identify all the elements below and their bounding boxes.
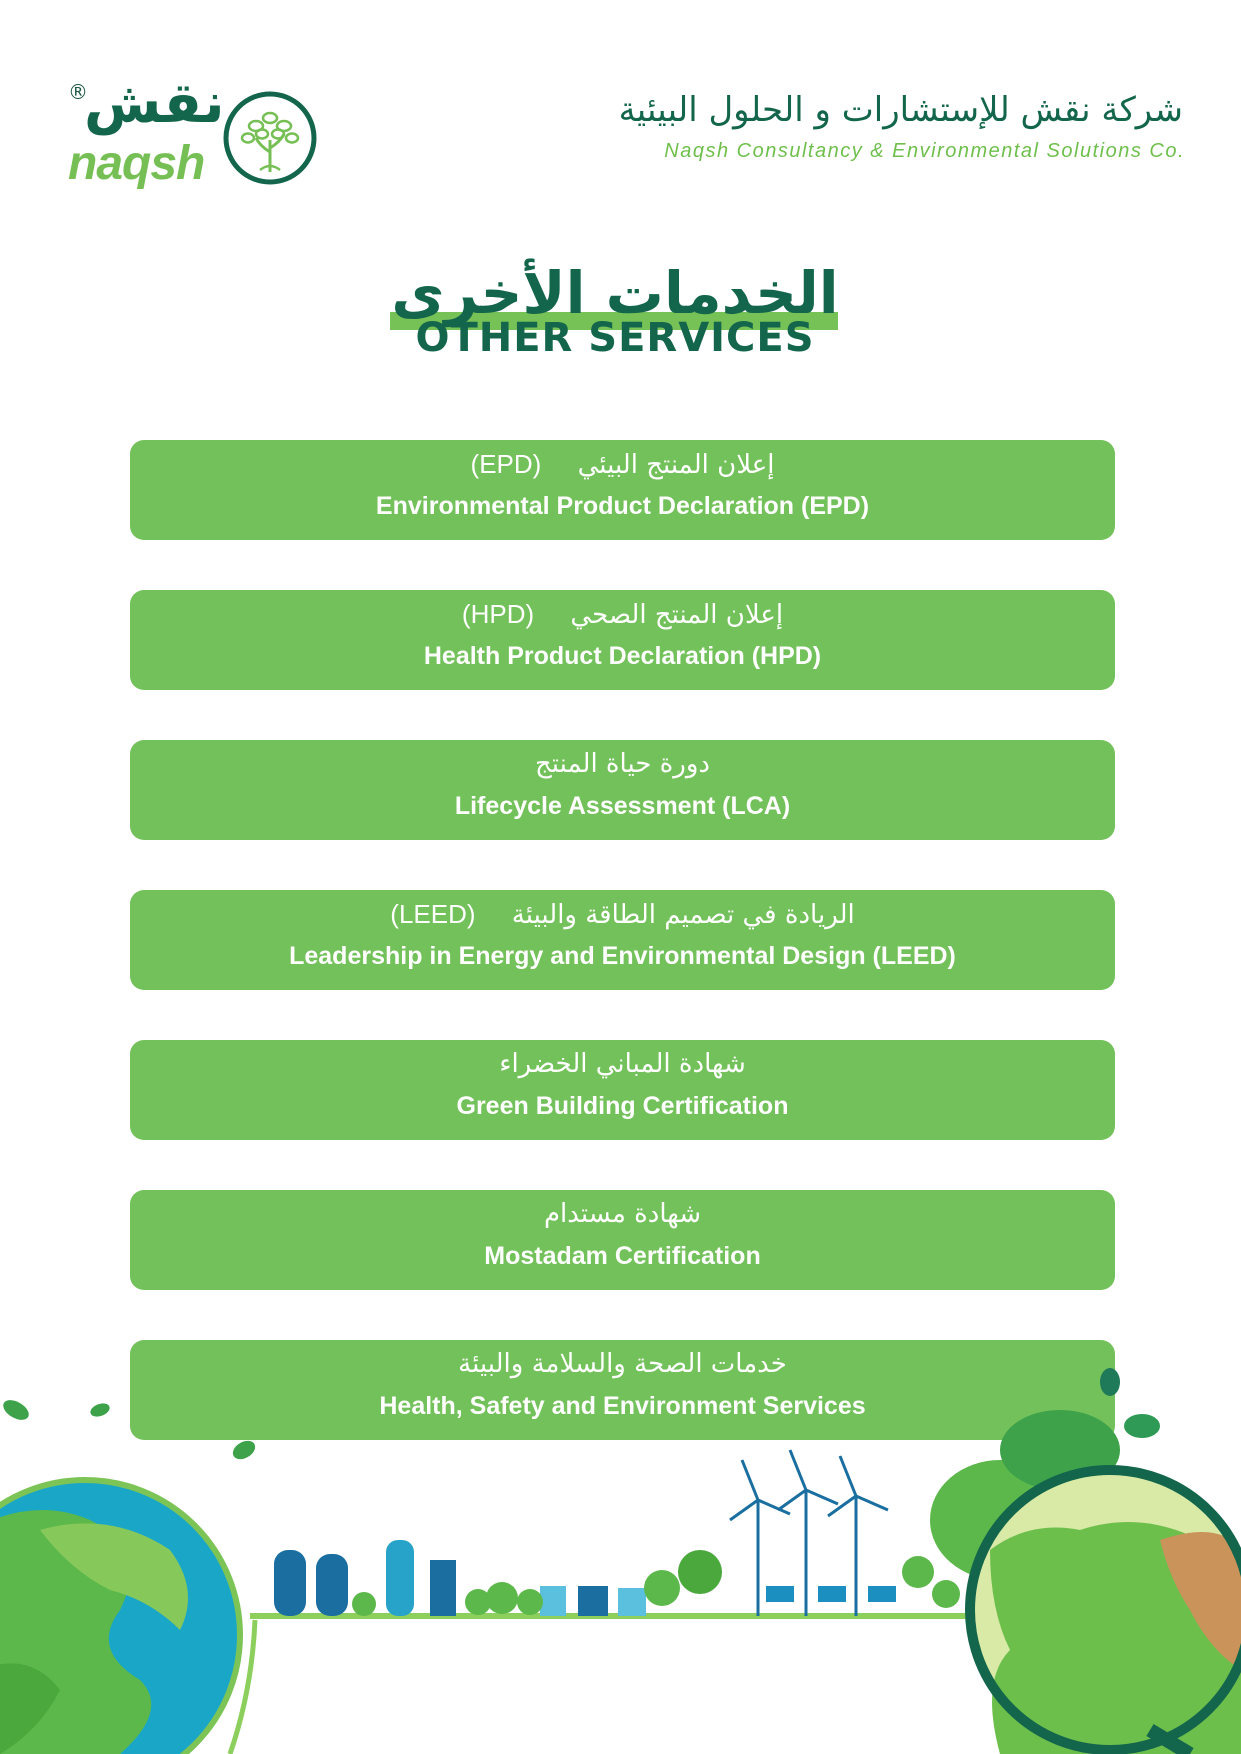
city-buildings-icon bbox=[274, 1540, 646, 1616]
company-name-english: Naqsh Consultancy & Environmental Solutions Co. bbox=[664, 140, 1185, 162]
registered-mark: ® bbox=[68, 80, 88, 104]
service-english-name: Lifecycle Assessment (LCA) bbox=[454, 792, 791, 820]
service-arabic-name: شهادة مستدام bbox=[543, 1199, 702, 1229]
right-earth-magnifier-icon bbox=[930, 1410, 1241, 1754]
service-arabic bbox=[130, 1048, 1115, 1082]
service-card-hpd bbox=[130, 590, 1115, 690]
logo-arabic-wordmark: نقش bbox=[84, 71, 225, 136]
service-arabic bbox=[130, 598, 1115, 633]
service-arabic-name: إعلان المنتج الصحي bbox=[570, 600, 784, 630]
service-arabic bbox=[130, 448, 1115, 483]
wind-turbines-icon bbox=[730, 1450, 888, 1616]
logo-english-wordmark: naqsh bbox=[68, 137, 205, 190]
service-arabic-name: إعلان المنتج البيئي bbox=[577, 450, 775, 480]
service-card-green-building bbox=[130, 1040, 1115, 1140]
company-name-arabic: شركة نقش للإستشارات و الحلول البيئية bbox=[618, 90, 1183, 130]
service-card-epd bbox=[130, 440, 1115, 540]
service-card-leed bbox=[130, 890, 1115, 990]
service-arabic-name: شهادة المباني الخضراء bbox=[499, 1049, 746, 1079]
page-title bbox=[390, 258, 840, 368]
service-arabic bbox=[130, 748, 1115, 782]
service-abbreviation: (LEED) bbox=[390, 899, 476, 929]
service-abbreviation: (HPD) bbox=[461, 599, 535, 629]
solar-panels-icon bbox=[766, 1586, 896, 1602]
tree-emblem-icon bbox=[222, 90, 318, 186]
service-arabic-name: دورة حياة المنتج bbox=[535, 749, 710, 779]
left-earth-globe-icon bbox=[0, 1480, 240, 1754]
service-english-name: Environmental Product Declaration (EPD) bbox=[375, 492, 870, 520]
page-title-english: OTHER SERVICES bbox=[415, 315, 815, 361]
service-arabic-name: خدمات الصحة والسلامة والبيئة bbox=[458, 1349, 787, 1379]
service-abbreviation: (EPD) bbox=[470, 449, 542, 479]
eco-city-illustration bbox=[0, 1350, 1241, 1754]
service-card-lca bbox=[130, 740, 1115, 840]
service-english-name: Leadership in Energy and Environmental Design (LEED) bbox=[289, 942, 956, 970]
service-card-mostadam bbox=[130, 1190, 1115, 1290]
page-title-arabic: الخدمات الأخرى bbox=[391, 259, 839, 327]
service-arabic bbox=[130, 898, 1115, 933]
service-english-name: Health, Safety and Environment Services bbox=[379, 1392, 866, 1420]
leaves-icon bbox=[0, 1368, 1160, 1463]
service-english-name: Mostadam Certification bbox=[484, 1242, 761, 1270]
service-arabic bbox=[130, 1198, 1115, 1232]
service-english-name: Health Product Declaration (HPD) bbox=[423, 642, 822, 670]
service-arabic-name: الريادة في تصميم الطاقة والبيئة bbox=[511, 900, 855, 930]
service-english-name: Green Building Certification bbox=[456, 1092, 789, 1120]
